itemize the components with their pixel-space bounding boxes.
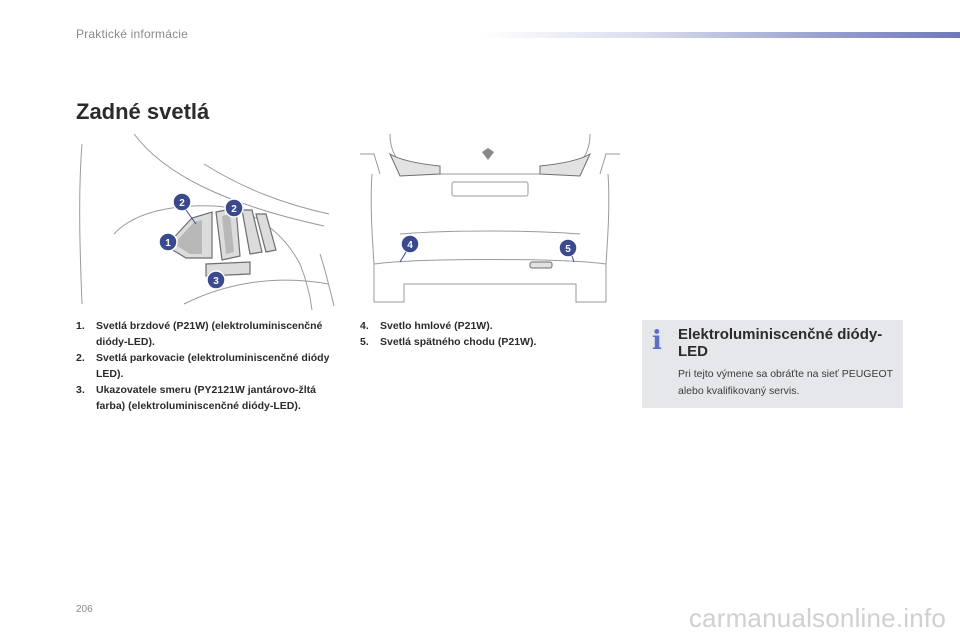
legend-item	[360, 334, 610, 350]
legend-number: 5.	[360, 336, 369, 348]
callout-2a	[173, 193, 196, 224]
legend-item	[360, 318, 610, 334]
callout-markers	[400, 235, 577, 262]
page-number: 206	[76, 604, 93, 615]
info-text: Pri tejto výmene sa obráťte na sieť PEUGEOT alebo kvalifikovaný servis.	[678, 368, 893, 397]
svg-text:3: 3	[213, 276, 219, 287]
callout-2b	[225, 199, 243, 217]
legend-text: Svetlá brzdové (P21W) (elektroluminiscenčné diódy-LED).	[96, 320, 323, 348]
svg-text:1: 1	[165, 238, 171, 249]
legend-item	[76, 318, 340, 350]
legend-number: 2.	[76, 352, 85, 364]
legend-text: Svetlá parkovacie (elektroluminiscenčné diódy LED).	[96, 352, 330, 380]
legend-text: Svetlo hmlové (P21W).	[380, 320, 493, 332]
info-box	[642, 320, 903, 408]
info-title: Elektroluminiscenčné diódy-LED	[678, 326, 883, 360]
legend-number: 3.	[76, 384, 85, 396]
info-icon: i	[652, 326, 662, 356]
legend-text: Svetlá spätného chodu (P21W).	[380, 336, 537, 348]
car-rear-illustration	[360, 134, 620, 312]
page-title: Zadné svetlá	[76, 99, 210, 124]
legend-left	[76, 318, 340, 414]
watermark: carmanualsonline.info	[688, 603, 946, 633]
legend-item	[76, 382, 340, 414]
legend-right	[360, 318, 610, 350]
section-header: Praktické informácie	[76, 27, 189, 41]
legend-item	[76, 350, 340, 382]
svg-text:2: 2	[179, 198, 185, 209]
legend-number: 1.	[76, 320, 85, 332]
legend-number: 4.	[360, 320, 369, 332]
callout-5	[559, 239, 577, 262]
svg-text:2: 2	[231, 204, 237, 215]
svg-text:4: 4	[407, 240, 413, 251]
callout-1	[159, 233, 177, 251]
header-rule	[480, 32, 960, 38]
svg-text:5: 5	[565, 244, 571, 255]
legend-text: Ukazovatele smeru (PY2121W jantárovo-žltá farba) (elektroluminiscenčné diódy-LED).	[96, 384, 316, 412]
callout-4	[400, 235, 419, 262]
callout-3	[207, 271, 225, 289]
rear-lamp-illustration	[74, 134, 336, 312]
